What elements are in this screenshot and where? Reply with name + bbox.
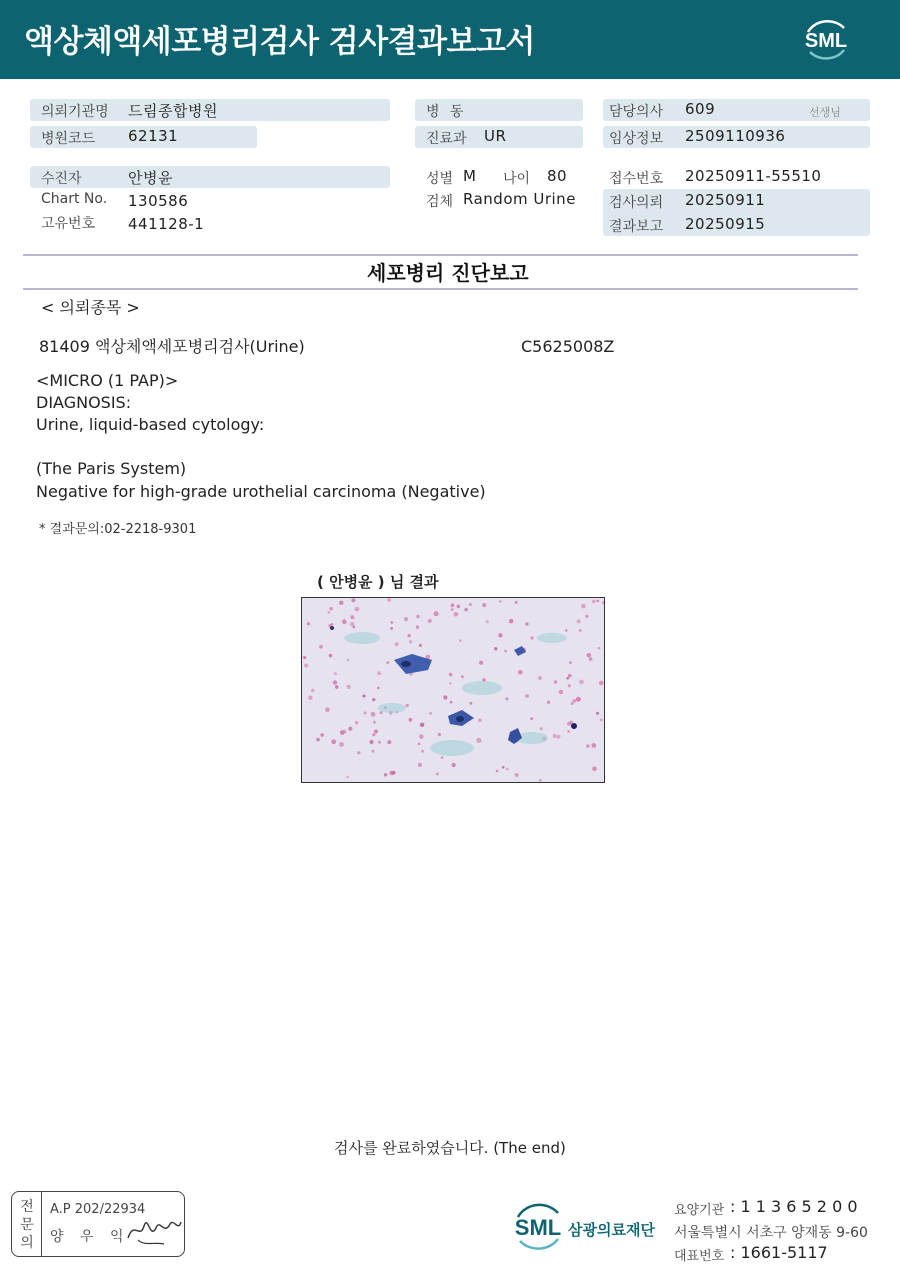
chart-no-value: 130586: [128, 192, 189, 210]
patient-value: 안병윤: [128, 169, 173, 187]
request-value: 20250911: [685, 191, 766, 209]
chart-no-label: Chart No.: [41, 191, 108, 207]
section-rule-top: [23, 254, 858, 256]
hospital-code-label: 병원코드: [41, 131, 96, 147]
doctor-value: 609: [685, 100, 716, 118]
receipt-label: 접수번호: [609, 171, 664, 187]
stamp-char-2: 문: [20, 1217, 34, 1233]
care-code-label: 요양기관: [674, 1203, 725, 1218]
specimen-value: Random Urine: [463, 190, 576, 208]
dept-label: 진료과: [426, 131, 467, 147]
stamp-char-1: 전: [20, 1199, 34, 1215]
dept-value: UR: [484, 127, 507, 145]
request-label: 검사의뢰: [609, 195, 664, 211]
section-rule-bottom: [23, 288, 858, 290]
sex-value: M: [463, 167, 477, 185]
request-items-label: < 의뢰종목 >: [41, 298, 140, 317]
sml-logo-text: SML: [804, 30, 848, 52]
age-label: 나이: [503, 171, 531, 187]
report-title: 액상체액세포병리검사 검사결과보고서: [24, 24, 535, 60]
phone-value: : 1661-5117: [730, 1243, 828, 1262]
section-title: 세포병리 진단보고: [367, 261, 529, 285]
unique-no-value: 441128-1: [128, 215, 205, 233]
receipt-value: 20250911-55510: [685, 167, 822, 185]
ward-label: 병 동: [426, 104, 467, 120]
institution-value: 드림종합병원: [128, 102, 218, 120]
age-value: 80: [547, 167, 568, 185]
report-header: [0, 0, 900, 79]
org-sml-logo-icon: [510, 1197, 566, 1255]
hospital-code-value: 62131: [128, 127, 179, 145]
specimen-type-line: Urine, liquid-based cytology:: [36, 415, 265, 434]
patient-label: 수진자: [41, 171, 82, 187]
institution-label: 의뢰기관명: [41, 104, 109, 120]
specimen-label: 검체: [426, 194, 454, 210]
stamp-name: 양 우 익: [50, 1229, 130, 1245]
care-code-value: : 1 1 3 6 5 2 0 0: [730, 1197, 858, 1216]
clinical-label: 임상정보: [609, 131, 664, 147]
unique-no-label: 고유번호: [41, 216, 96, 232]
doctor-suffix: 선생님: [809, 106, 841, 119]
cytology-image: [301, 597, 605, 783]
clinical-value: 2509110936: [685, 127, 786, 145]
pathologist-stamp: [11, 1191, 185, 1257]
address: 서울특별시 서초구 양재동 9-60: [674, 1225, 868, 1241]
phone-label: 대표번호: [674, 1249, 725, 1264]
diagnosis-line: DIAGNOSIS:: [36, 393, 132, 412]
test-code: C5625008Z: [521, 337, 615, 356]
signature-icon: [124, 1210, 184, 1250]
sex-label: 성별: [426, 171, 454, 187]
stamp-title-column: [12, 1192, 42, 1256]
inquiry-note: * 결과문의:02-2218-9301: [39, 522, 197, 537]
report-date-value: 20250915: [685, 215, 766, 233]
result-line: Negative for high-grade urothelial carcinoma (Negative): [36, 482, 486, 501]
stamp-char-3: 의: [20, 1235, 34, 1251]
org-name: 삼광의료재단: [568, 1221, 655, 1239]
doctor-label: 담당의사: [609, 104, 664, 120]
end-text: 검사를 완료하였습니다. (The end): [334, 1139, 566, 1157]
patient-bar: [30, 166, 390, 188]
sml-logo-icon: [798, 14, 854, 64]
micro-line: <MICRO (1 PAP)>: [36, 371, 179, 390]
stamp-license: A.P 202/22934: [50, 1202, 146, 1217]
report-date-label: 결과보고: [609, 219, 664, 235]
org-logo-text: SML: [514, 1215, 562, 1240]
test-line: 81409 액상체액세포병리검사(Urine): [39, 337, 305, 356]
paris-system-line: (The Paris System): [36, 459, 187, 478]
image-caption: ( 안병윤 ) 님 결과: [317, 573, 439, 591]
